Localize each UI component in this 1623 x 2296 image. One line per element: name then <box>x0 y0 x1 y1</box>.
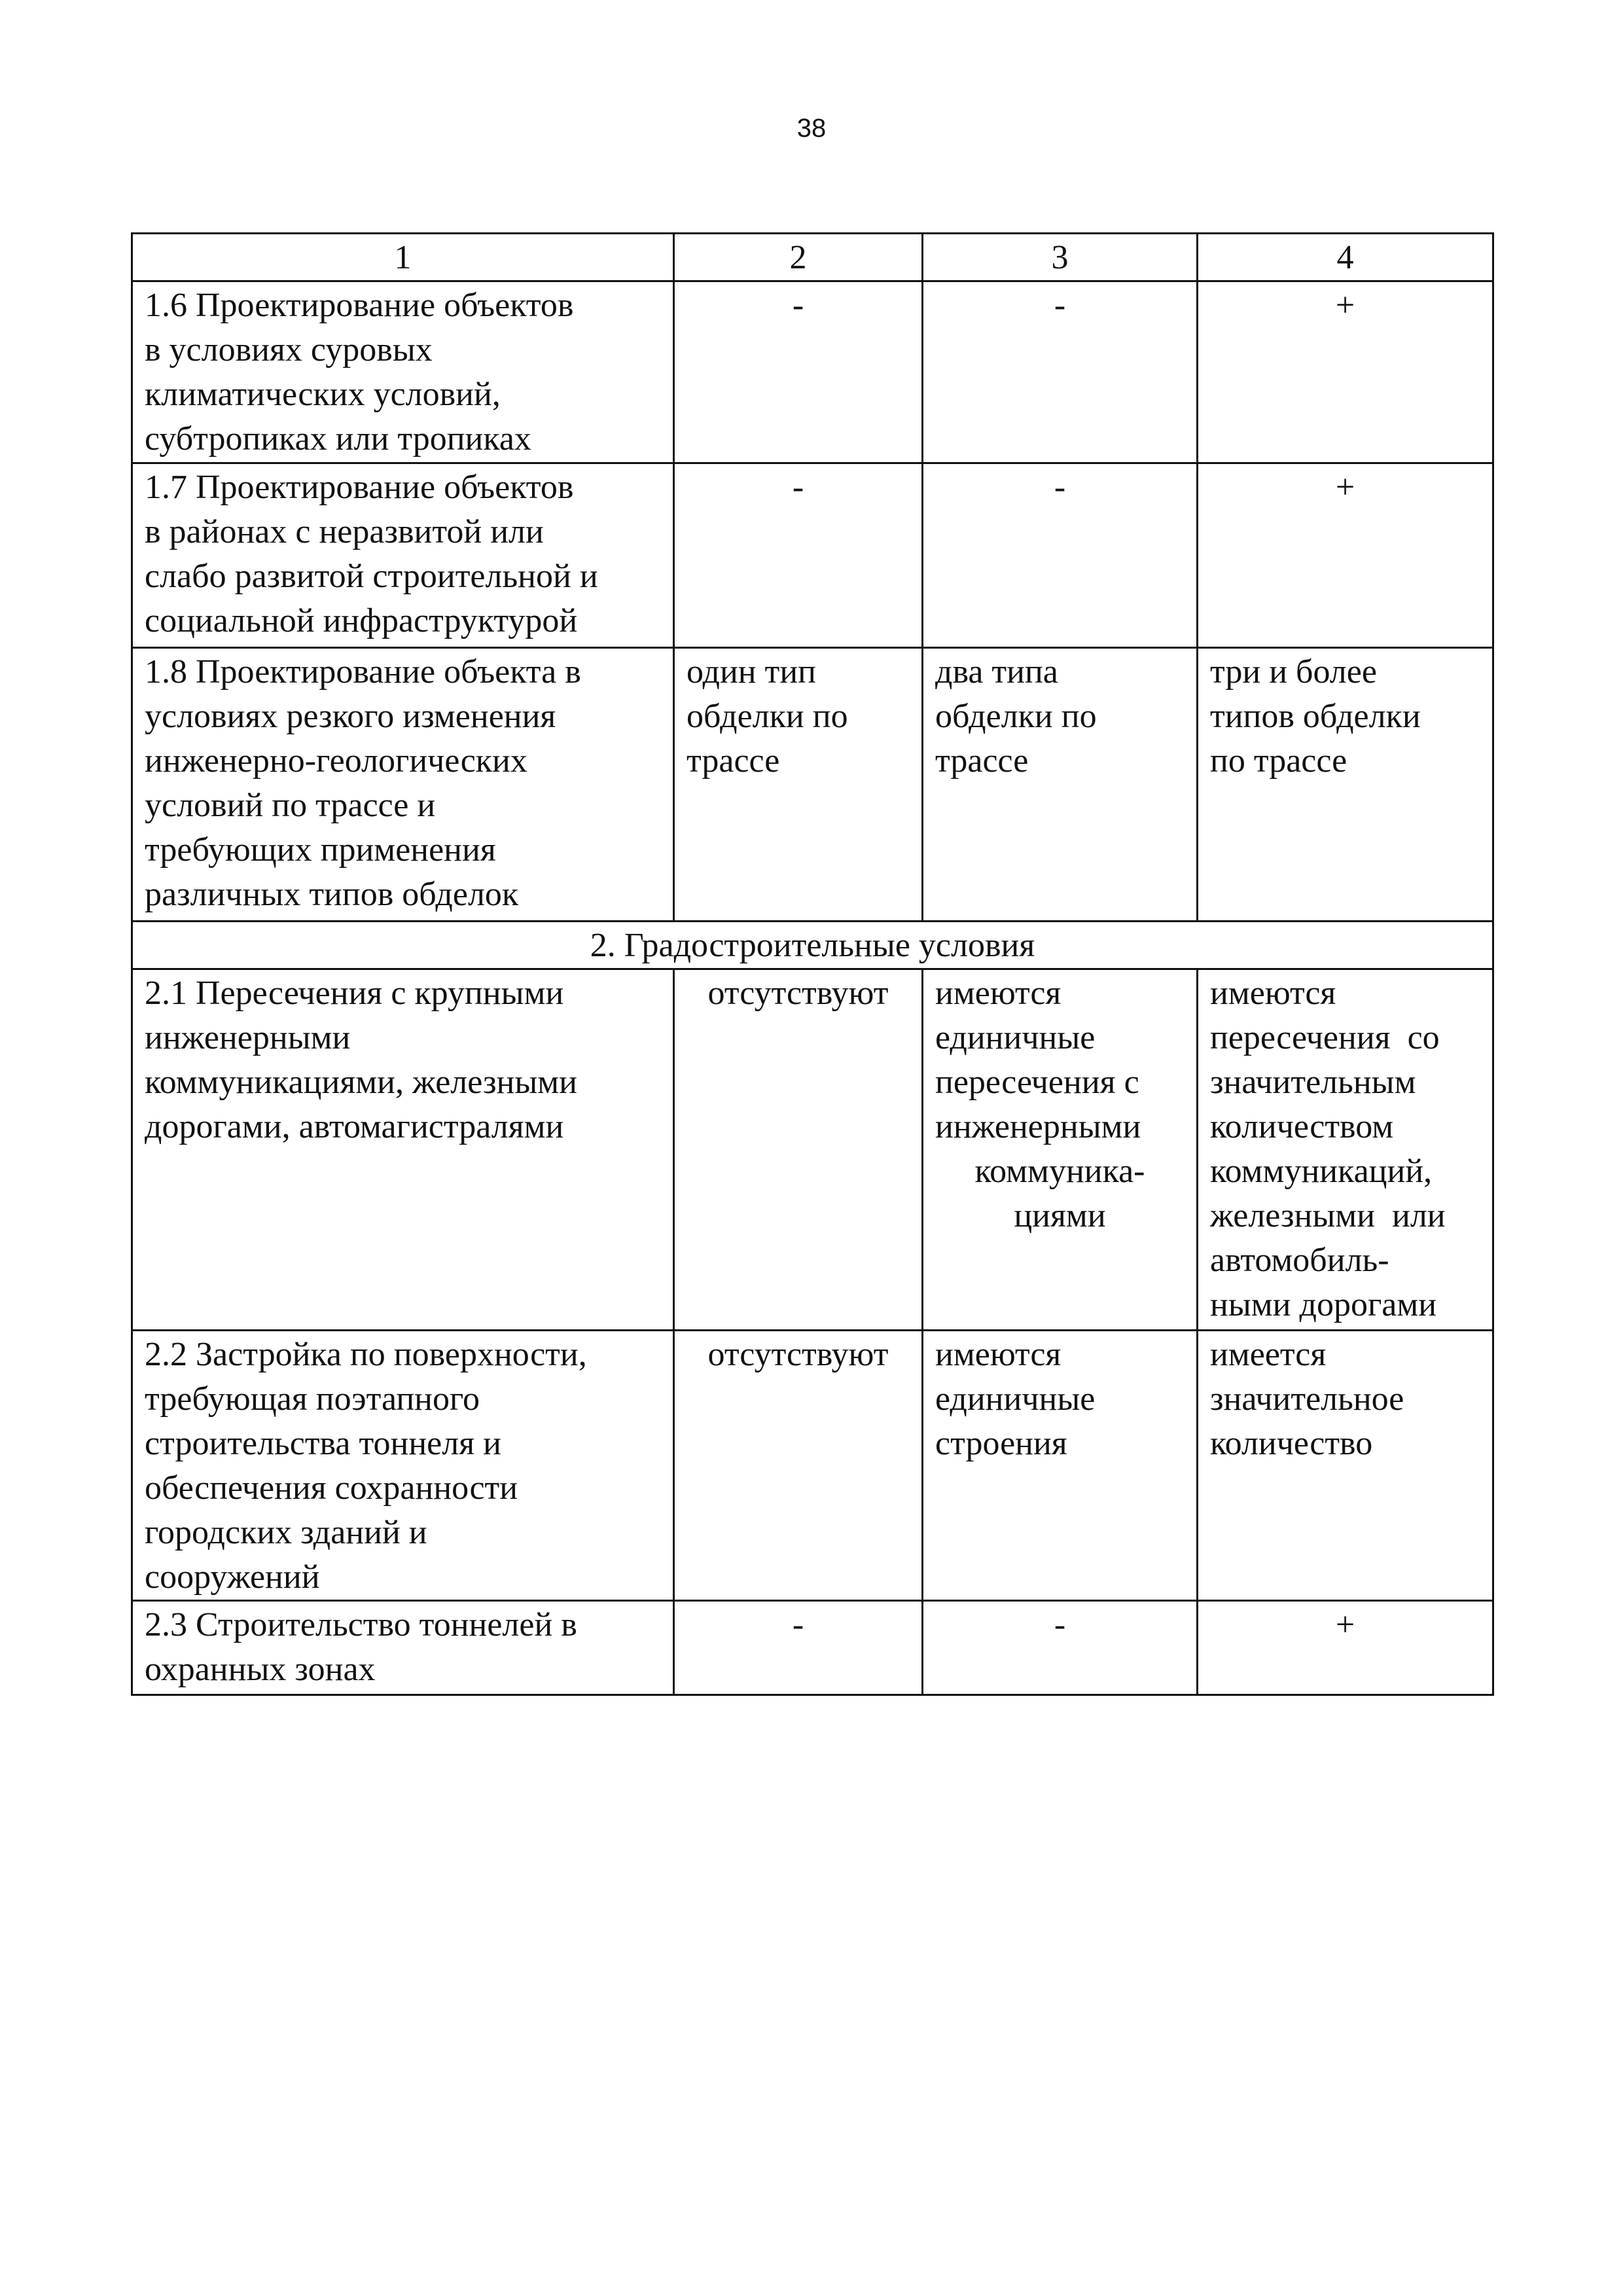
criterion-line: в условиях суровых <box>145 331 433 368</box>
header-col-2: 2 <box>674 234 923 281</box>
table-row <box>132 1601 1493 1695</box>
header-col-4: 4 <box>1198 234 1493 281</box>
criterion-line: 1.6 Проектирование объектов <box>145 287 574 324</box>
page-number: 38 <box>796 114 827 143</box>
criterion-line: слабо развитой строительной и <box>145 558 598 595</box>
criterion-cell <box>132 969 674 1331</box>
value-cell-col4: + <box>1198 463 1493 648</box>
value-cell-col4 <box>1198 648 1493 922</box>
header-col-3: 3 <box>923 234 1198 281</box>
criterion-line: климатических условий, <box>145 376 501 413</box>
table-row <box>132 648 1493 922</box>
criterion-cell <box>132 1601 674 1695</box>
criterion-line: городских зданий и <box>145 1514 427 1551</box>
value-line: единичные <box>935 1380 1096 1418</box>
value-cell-col3 <box>923 648 1198 922</box>
section-title: 2. Градостроительные условия <box>132 922 1493 969</box>
table-row <box>132 463 1493 648</box>
value-line: по трассе <box>1210 742 1347 780</box>
value-cell-col3 <box>923 969 1198 1331</box>
criterion-line: требующая поэтапного <box>145 1380 480 1418</box>
value-line: три и более <box>1210 653 1377 691</box>
value-line: автомобиль- <box>1210 1242 1389 1279</box>
criterion-line: условий по трассе и <box>145 787 436 824</box>
criterion-line: 1.8 Проектирование объекта в <box>145 653 581 691</box>
criterion-line: 2.3 Строительство тоннелей в <box>145 1606 577 1643</box>
value-cell-col2: отсутствуют <box>674 969 923 1331</box>
criterion-cell <box>132 281 674 463</box>
value-cell-col3: - <box>923 1601 1198 1695</box>
value-line: типов обделки <box>1210 698 1421 735</box>
value-line: обделки по <box>935 698 1097 735</box>
value-cell-col2: отсутствуют <box>674 1331 923 1601</box>
value-line: коммуникаций, <box>1210 1153 1433 1190</box>
criterion-line: условиях резкого изменения <box>145 698 556 735</box>
value-cell-col4 <box>1198 969 1493 1331</box>
criterion-cell <box>132 463 674 648</box>
criterion-line: в районах с неразвитой или <box>145 513 544 550</box>
value-cell-col2: - <box>674 463 923 648</box>
value-line: пересечения со <box>1210 1019 1440 1056</box>
value-cell-col4 <box>1198 1331 1493 1601</box>
section-row <box>132 922 1493 969</box>
criterion-line: обеспечения сохранности <box>145 1469 518 1507</box>
value-line: коммуника- <box>974 1153 1145 1190</box>
criteria-table <box>131 232 1494 1696</box>
value-line: количество <box>1210 1425 1373 1462</box>
criterion-line: охранных зонах <box>145 1651 376 1688</box>
value-cell-col3: - <box>923 281 1198 463</box>
criterion-line: инженерно-геологических <box>145 742 527 780</box>
criterion-line: строительства тоннеля и <box>145 1425 501 1462</box>
value-line: обделки по <box>687 698 848 735</box>
value-line: ными дорогами <box>1210 1286 1437 1323</box>
header-col-1: 1 <box>132 234 674 281</box>
value-line: имеются <box>1210 975 1336 1012</box>
table-row <box>132 1331 1493 1601</box>
value-line: два типа <box>935 653 1058 691</box>
criterion-line: инженерными <box>145 1019 351 1056</box>
criterion-line: различных типов обделок <box>145 876 519 913</box>
criterion-line: субтропиках или тропиках <box>145 420 531 457</box>
criterion-cell <box>132 648 674 922</box>
value-line: имеются <box>935 1336 1061 1373</box>
table-header-row <box>132 234 1493 281</box>
value-cell-col3 <box>923 1331 1198 1601</box>
criterion-line: дорогами, автомагистралями <box>145 1108 564 1145</box>
value-line: имеется <box>1210 1336 1327 1373</box>
value-line: циями <box>1014 1197 1106 1234</box>
criterion-cell <box>132 1331 674 1601</box>
value-line: значительное <box>1210 1380 1404 1418</box>
value-line: количеством <box>1210 1108 1394 1145</box>
table-row <box>132 281 1493 463</box>
criterion-line: коммуникациями, железными <box>145 1064 577 1101</box>
criterion-line: 1.7 Проектирование объектов <box>145 469 574 506</box>
value-line: инженерными <box>935 1108 1141 1145</box>
value-cell-col4: + <box>1198 1601 1493 1695</box>
value-line: строения <box>935 1425 1067 1462</box>
table-row <box>132 969 1493 1331</box>
criterion-line: требующих применения <box>145 831 496 869</box>
value-cell-col2: - <box>674 281 923 463</box>
value-line: единичные <box>935 1019 1096 1056</box>
criterion-line: социальной инфраструктурой <box>145 602 578 639</box>
value-cell-col2 <box>674 648 923 922</box>
criterion-line: сооружений <box>145 1558 320 1596</box>
value-line: трассе <box>687 742 780 780</box>
criterion-line: 2.2 Застройка по поверхности, <box>145 1336 587 1373</box>
value-cell-col3: - <box>923 463 1198 648</box>
value-line: имеются <box>935 975 1061 1012</box>
value-line: пересечения с <box>935 1064 1139 1101</box>
value-cell-col2: - <box>674 1601 923 1695</box>
value-line: значительным <box>1210 1064 1416 1101</box>
value-cell-col4: + <box>1198 281 1493 463</box>
criterion-line: 2.1 Пересечения с крупными <box>145 975 564 1012</box>
value-line: трассе <box>935 742 1029 780</box>
value-line: один тип <box>687 653 816 691</box>
value-line: железными или <box>1210 1197 1446 1234</box>
